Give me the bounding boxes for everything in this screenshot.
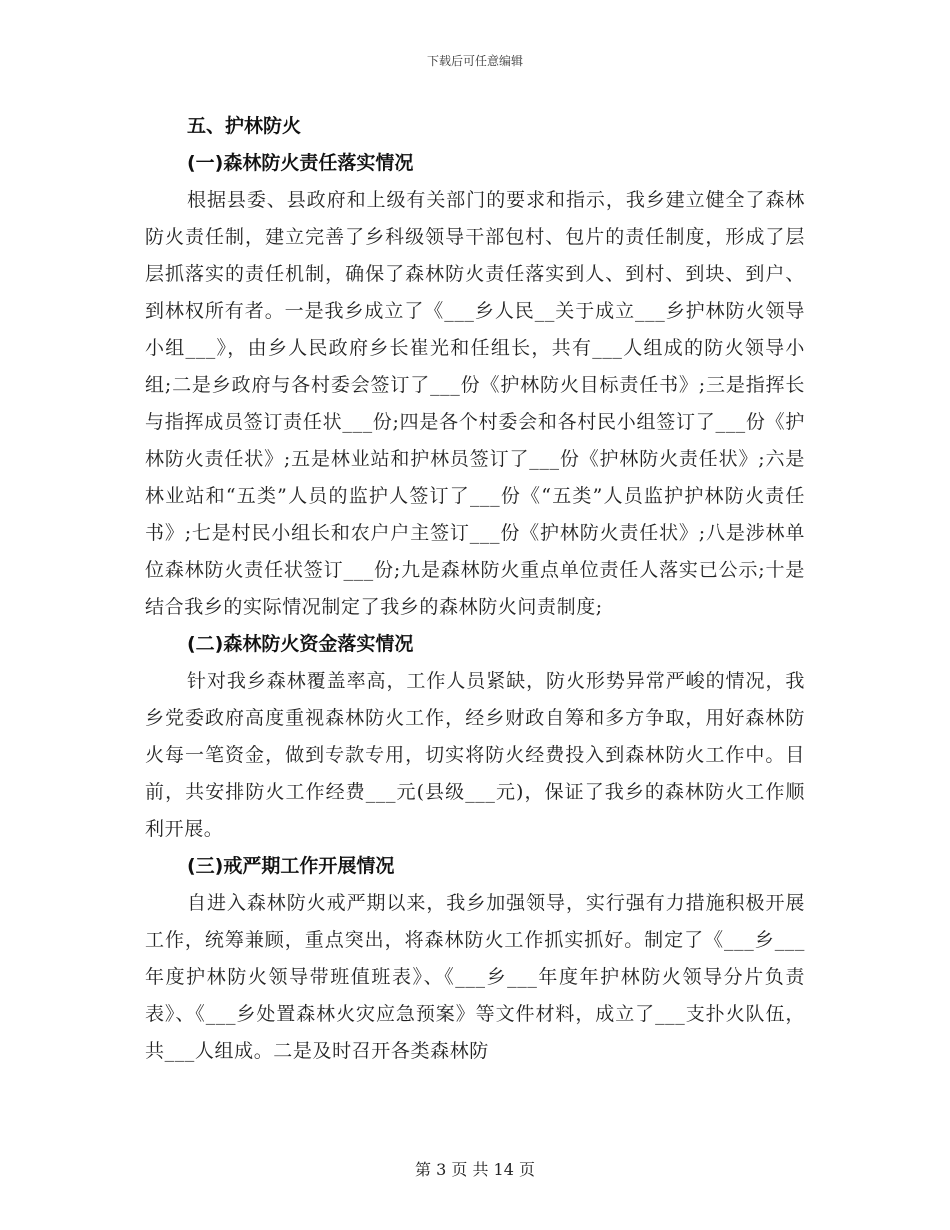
section-title: 五、护林防火 bbox=[187, 115, 302, 137]
section-1-paragraph: 根据县委、县政府和上级有关部门的要求和指示，我乡建立健全了森林防火责任制，建立完善了乡科级领导干部包村、包片的责任制度，形成了层层抓落实的责任机制，确保了森林防火责任落实到人、到村、到块、到户、到林权所有者。一是我乡成立了《___乡人民__关于成立___乡护林防火领导小组___》，由乡人民政府乡长崔光和任组长，共有___人组成的防火领导小组;二是乡政府与各村委会签订了___份《护林防火目标责任书》;三是指挥长与指挥成员签订责任状___份;四是各个村委会和各村民小组签订了___份《护林防火责任状》;五是林业站和护林员签订了___份《护林防火责任状》;六是林业站和“五类”人员的监护人签订了___份《“五类”人员监护护林防火责任书》;七是村民小组长和农户户主签订___份《护林防火责任状》;八是涉林单位森林防火责任状签订___份;九是森林防火重点单位责任人落实已公示;十是结合我乡的实际情况制定了我乡的森林防火问责制度; bbox=[145, 189, 805, 618]
document-body bbox=[145, 108, 805, 1070]
section-1-heading: (一)森林防火责任落实情况 bbox=[187, 152, 414, 174]
section-3-heading: (三)戒严期工作开展情况 bbox=[187, 855, 395, 877]
section-3-paragraph: 自进入森林防火戒严期以来，我乡加强领导，实行强有力措施积极开展工作，统筹兼顾，重点突出，将森林防火工作抓实抓好。制定了《___乡___年度护林防火领导带班值班表》、《___乡___年度年护林防火领导分片负责表》、《___乡处置森林火灾应急预案》等文件材料，成立了___支扑火队伍，共___人组成。二是及时召开各类森林防 bbox=[145, 892, 805, 1062]
section-2-paragraph: 针对我乡森林覆盖率高，工作人员紧缺，防火形势异常严峻的情况，我乡党委政府高度重视森林防火工作，经乡财政自筹和多方争取，用好森林防火每一笔资金，做到专款专用，切实将防火经费投入到森林防火工作中。目前，共安排防火工作经费___元(县级___元)，保证了我乡的森林防火工作顺利开展。 bbox=[145, 670, 805, 840]
page-number-footer: 第 3 页 共 14 页 bbox=[415, 1160, 535, 1179]
page-header-note: 下载后可任意编辑 bbox=[426, 54, 523, 68]
section-2-heading: (二)森林防火资金落实情况 bbox=[187, 633, 414, 655]
